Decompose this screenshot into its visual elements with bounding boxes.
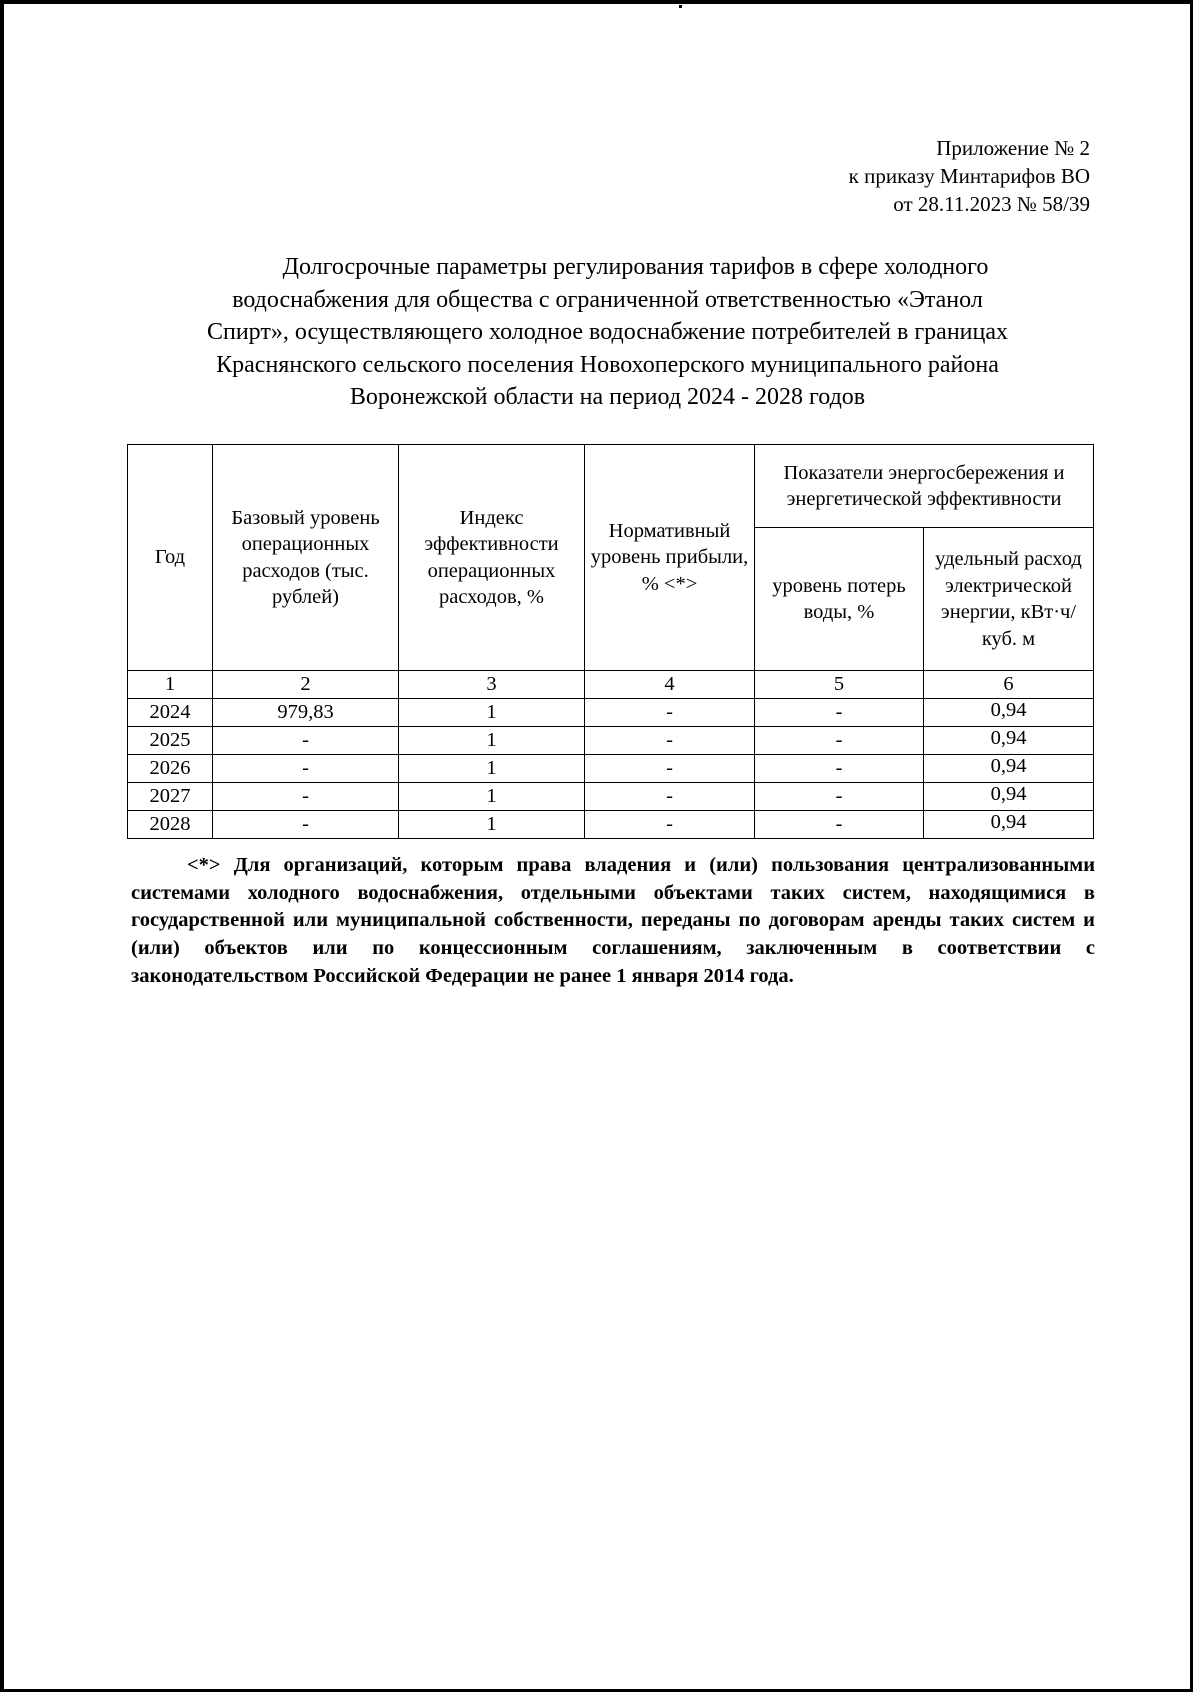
cell-profit-level: - <box>585 811 755 839</box>
cell-profit-level: - <box>585 783 755 811</box>
cell-energy-consumption: 0,94 <box>924 811 1094 839</box>
column-number: 4 <box>585 671 755 699</box>
table-row <box>128 727 1094 755</box>
title-line: Долгосрочные параметры регулирования тарифов в сфере холодного <box>282 254 989 280</box>
cell-efficiency-index: 1 <box>399 727 585 755</box>
header-year: Год <box>128 445 213 671</box>
cell-water-loss: - <box>755 699 924 727</box>
cell-water-loss: - <box>755 811 924 839</box>
cell-efficiency-index: 1 <box>399 755 585 783</box>
appendix-date: от 28.11.2023 № 58/39 <box>893 192 1090 216</box>
cell-base-level: 979,83 <box>213 699 399 727</box>
header-efficiency-index: Индекс эффективности операционных расходов, % <box>399 445 585 671</box>
header-water-loss: уровень потерь воды, % <box>755 528 924 671</box>
column-number: 2 <box>213 671 399 699</box>
cell-water-loss: - <box>755 783 924 811</box>
title-line: Краснянского сельского поселения Новохоперского муниципального района <box>216 351 999 378</box>
cell-efficiency-index: 1 <box>399 811 585 839</box>
appendix-order: к приказу Минтарифов ВО <box>848 164 1090 188</box>
column-number: 1 <box>128 671 213 699</box>
cell-efficiency-index: 1 <box>399 783 585 811</box>
cell-year: 2028 <box>128 811 213 839</box>
table-row <box>128 699 1094 727</box>
cell-energy-consumption: 0,94 <box>924 755 1094 783</box>
header-energy-group: Показатели энергосбережения и энергетической эффективности <box>755 445 1094 528</box>
column-number: 3 <box>399 671 585 699</box>
table-row <box>128 755 1094 783</box>
cell-year: 2027 <box>128 783 213 811</box>
cell-base-level: - <box>213 783 399 811</box>
appendix-reference <box>849 134 1090 218</box>
cell-water-loss: - <box>755 727 924 755</box>
cell-base-level: - <box>213 727 399 755</box>
footnote: <*> Для организаций, которым права владения и (или) пользования централизованными системами холодного водоснабжения, отдельными объектами таких систем, находящимися в государственной или муниципальной собственности, переданы по договорам аренды таких систем и (или) объектов или по концессионным соглашениям, заключенным в соответствии с законодательством Российской Федерации не ранее 1 января 2014 года. <box>131 854 1095 987</box>
cell-energy-consumption: 0,94 <box>924 783 1094 811</box>
column-number: 6 <box>924 671 1094 699</box>
parameters-table <box>127 444 1094 839</box>
cell-water-loss: - <box>755 755 924 783</box>
title-line: Спирт», осуществляющего холодное водоснабжение потребителей в границах <box>206 319 1008 345</box>
cell-base-level: - <box>213 755 399 783</box>
cell-year: 2026 <box>128 755 213 783</box>
table-row <box>128 811 1094 839</box>
table-row <box>128 783 1094 811</box>
cell-base-level: - <box>213 811 399 839</box>
cell-profit-level: - <box>585 755 755 783</box>
title-line: водоснабжения для общества с ограниченной ответственностью «Этанол <box>232 286 983 313</box>
cell-efficiency-index: 1 <box>399 699 585 727</box>
cell-energy-consumption: 0,94 <box>924 699 1094 727</box>
scan-mark <box>679 5 682 8</box>
header-profit-level: Нормативный уровень прибыли, % <*> <box>585 445 755 671</box>
appendix-number: Приложение № 2 <box>936 136 1090 160</box>
column-number: 5 <box>755 671 924 699</box>
header-energy-consumption: удельный расход электрической энергии, кВт·ч/куб. м <box>924 528 1094 671</box>
title-line: Воронежской области на период 2024 - 2028 годов <box>349 384 866 410</box>
column-number-row <box>128 671 1094 699</box>
table-header-row <box>128 445 1094 528</box>
cell-year: 2025 <box>128 727 213 755</box>
cell-energy-consumption: 0,94 <box>924 727 1094 755</box>
cell-profit-level: - <box>585 699 755 727</box>
cell-year: 2024 <box>128 699 213 727</box>
document-title <box>130 251 1085 414</box>
header-base-level: Базовый уровень операционных расходов (тыс. рублей) <box>213 445 399 671</box>
cell-profit-level: - <box>585 727 755 755</box>
